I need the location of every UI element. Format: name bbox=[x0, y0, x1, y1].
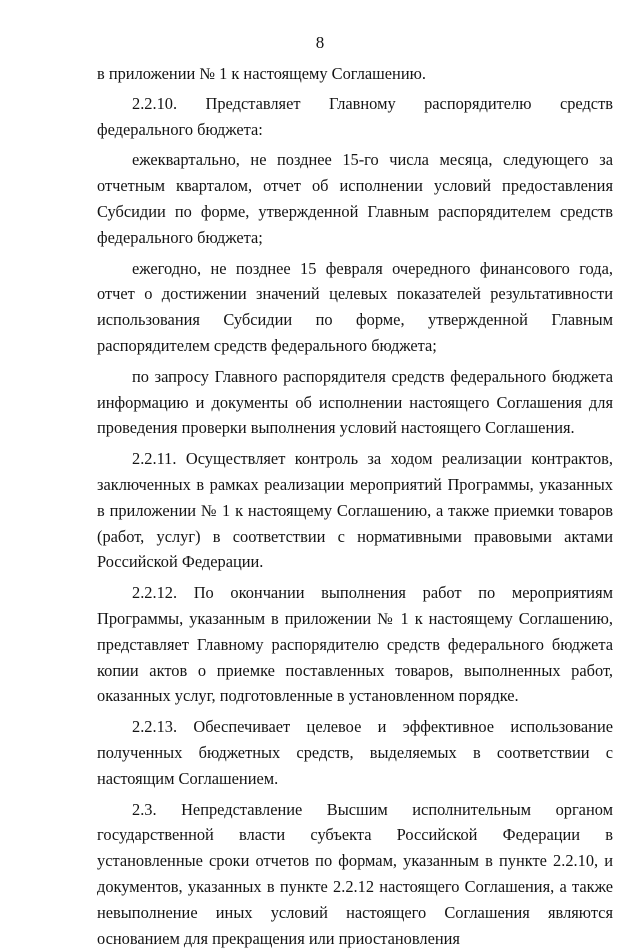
paragraph-2-2-10: 2.2.10. Представляет Главному распорядителю средств федерального бюджета: bbox=[97, 93, 613, 139]
paragraph-2-2-13: 2.2.13. Обеспечивает целевое и эффективное использование полученных бюджетных средств, выделяемых в соответствии с настоящим Соглашением. bbox=[97, 717, 613, 788]
paragraph-2-3: 2.3. Непредставление Высшим исполнительным органом государственной власти субъекта Российской Федерации в установленные сроки отчетов по формам, указанным в пункте 2.2.10, и документов, указанных в пункте 2.2.12 настоящего Соглашения, а также невыполнение иных условий настоящего Соглашения являются основанием для прекращения или приостановления bbox=[97, 799, 613, 948]
document-body bbox=[97, 61, 613, 951]
paragraph-continuation: в приложении № 1 к настоящему Соглашению. bbox=[97, 64, 426, 83]
paragraph-2-2-12: 2.2.12. По окончании выполнения работ по мероприятиям Программы, указанным в приложении № 1 к настоящему Соглашению, представляет Главному распорядителю средств федерального бюджета копии актов о приемке поставленных товаров, выполненных работ, оказанных услуг, подготовленные в установленном порядке. bbox=[97, 583, 613, 706]
page-number: 8 bbox=[315, 33, 325, 52]
paragraph-quarterly-report: ежеквартально, не позднее 15-го числа месяца, следующего за отчетным кварталом, отчет об исполнении условий предоставления Субсидии по форме, утвержденной Главным распорядителем средств федерального бюджета; bbox=[97, 150, 613, 247]
paragraph-on-request: по запросу Главного распорядителя средств федерального бюджета информацию и документы об исполнении настоящего Соглашения для проведения проверки выполнения условий настоящего Соглашения. bbox=[97, 366, 613, 438]
paragraph-annual-report: ежегодно, не позднее 15 февраля очередного финансового года, отчет о достижении значений целевых показателей результативности использования Субсидии по форме, утвержденной Главным распорядителем средств федерального бюджета; bbox=[97, 258, 613, 355]
paragraph-2-2-11: 2.2.11. Осуществляет контроль за ходом реализации контрактов, заключенных в рамках реализации мероприятий Программы, указанных в приложении № 1 к настоящему Соглашению, а также приемки товаров (работ, услуг) в соответствии с нормативными правовыми актами Российской Федерации. bbox=[97, 449, 613, 572]
